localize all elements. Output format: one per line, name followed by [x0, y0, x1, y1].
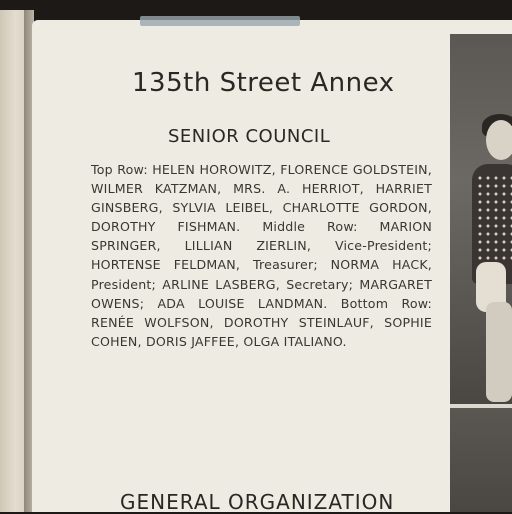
photo-figure-pattern: [476, 174, 512, 264]
section-heading: SENIOR COUNCIL: [168, 126, 331, 147]
previous-page-edge: [0, 10, 26, 512]
next-section-heading: GENERAL ORGANIZATION: [120, 490, 395, 514]
tape-strip: [140, 16, 300, 26]
group-photo: [450, 34, 512, 404]
photo-figure-leg: [486, 302, 512, 402]
photo-figure-face: [486, 120, 512, 160]
page-title: 135th Street Annex: [132, 68, 395, 98]
member-caption: Top Row: HELEN HOROWITZ, FLORENCE GOLDSTEIN, WILMER KATZMAN, MRS. A. HERRIOT, HARRIET GINSBERG, SYLVIA LEIBEL, CHARLOTTE GORDON, DOROTHY FISHMAN. Middle Row: MARION SPRINGER, LILLIAN ZIERLIN, Vice-President; HORTENSE FELDMAN, Treasurer; NORMA HACK, President; ARLINE LASBERG, Secretary; MARGARET OWENS; ADA LOUISE LANDMAN. Bottom Row: RENÉE WOLFSON, DOROTHY STEINLAUF, SOPHIE COHEN, DORIS JAFFEE, OLGA ITALIANO.: [91, 162, 432, 349]
second-photo: [450, 408, 512, 512]
